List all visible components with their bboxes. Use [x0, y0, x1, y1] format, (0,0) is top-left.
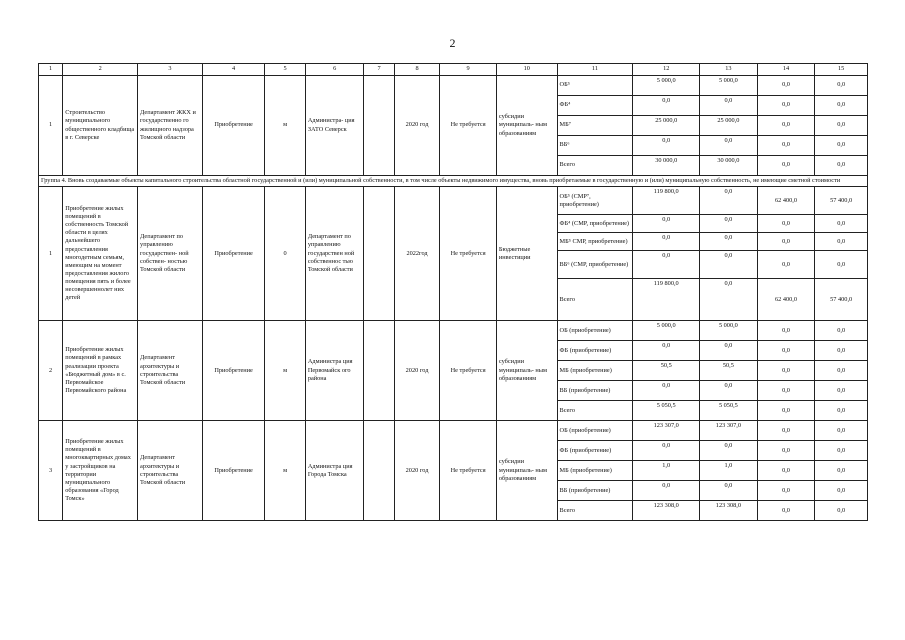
- col-header: 1: [39, 64, 63, 76]
- amount-col15: 0,0: [815, 341, 868, 361]
- investment-type: Приобретение: [202, 421, 265, 521]
- amount-col13: 123 308,0: [700, 501, 758, 521]
- recipient: Администра ция Первомайск ого района: [305, 321, 364, 421]
- col-header: 12: [633, 64, 700, 76]
- amount-col12: 0,0: [633, 251, 700, 279]
- funding-source: МБ (приобретение): [557, 461, 633, 481]
- amount-col14: 0,0: [757, 361, 815, 381]
- row-number: 3: [39, 421, 63, 521]
- col-header: 13: [700, 64, 758, 76]
- col-header: 5: [265, 64, 305, 76]
- column-number-row: [39, 64, 868, 76]
- unit: 0: [265, 187, 305, 321]
- object-name: Строительство муниципального общественного кладбища в г. Северске: [63, 76, 138, 176]
- amount-col13: 0,0: [700, 136, 758, 156]
- amount-col12: 50,5: [633, 361, 700, 381]
- funding-form: субсидии муниципаль- ным образованиям: [496, 321, 557, 421]
- amount-col15: 0,0: [815, 76, 868, 96]
- funding-source: Всего: [557, 156, 633, 176]
- amount-col15: 0,0: [815, 361, 868, 381]
- col-header: 7: [364, 64, 394, 76]
- amount-col13: 0,0: [700, 441, 758, 461]
- amount-col12: 30 000,0: [633, 156, 700, 176]
- investment-type: Приобретение: [202, 187, 265, 321]
- funding-source: ФБ (приобретение): [557, 441, 633, 461]
- amount-col14: 0,0: [757, 215, 815, 233]
- col-header: 8: [394, 64, 439, 76]
- col7-value: [364, 321, 394, 421]
- amount-col12: 5 000,0: [633, 321, 700, 341]
- amount-col15: 57 400,0: [815, 279, 868, 321]
- amount-col15: 0,0: [815, 421, 868, 441]
- amount-col12: 0,0: [633, 96, 700, 116]
- expertise: Не требуется: [440, 321, 497, 421]
- amount-col14: 0,0: [757, 501, 815, 521]
- funding-source: Всего: [557, 501, 633, 521]
- col-header: 14: [757, 64, 815, 76]
- funding-source: МБ (приобретение): [557, 361, 633, 381]
- amount-col15: 0,0: [815, 481, 868, 501]
- row-number: 1: [39, 76, 63, 176]
- amount-col14: 0,0: [757, 421, 815, 441]
- col-header: 4: [202, 64, 265, 76]
- funding-source: ОБ (приобретение): [557, 321, 633, 341]
- investment-objects-table: [38, 63, 868, 521]
- object-name: Приобретение жилых помещений в собственность Томской области в целях дальнейшего предоставления многодетным семьям, имеющим на момент предоставления жилого помещения пять и более несовершеннолет них детей: [63, 187, 138, 321]
- amount-col13: 30 000,0: [700, 156, 758, 176]
- recipient: Департамент по управлению государствен ной собственнос тью Томской области: [305, 187, 364, 321]
- year: 2022год: [394, 187, 439, 321]
- object-name: Приобретение жилых помещений в рамках реализации проекта «Бюджетный дом» в с. Первомайское Первомайского района: [63, 321, 138, 421]
- amount-col14: 0,0: [757, 461, 815, 481]
- unit: м: [265, 421, 305, 521]
- amount-col13: 0,0: [700, 215, 758, 233]
- amount-col14: 0,0: [757, 481, 815, 501]
- page-number: 2: [449, 36, 456, 50]
- amount-col12: 119 800,0: [633, 187, 700, 215]
- funding-source: ОБ⁵ (СМР⁷, приобретение): [557, 187, 633, 215]
- expertise: Не требуется: [440, 76, 497, 176]
- amount-col13: 0,0: [700, 251, 758, 279]
- funding-source: Всего: [557, 401, 633, 421]
- amount-col13: 0,0: [700, 279, 758, 321]
- amount-col12: 119 800,0: [633, 279, 700, 321]
- funding-source: ОБ (приобретение): [557, 421, 633, 441]
- amount-col13: 5 000,0: [700, 321, 758, 341]
- amount-col12: 0,0: [633, 481, 700, 501]
- amount-col14: 0,0: [757, 401, 815, 421]
- group-4-title: Группа 4. Вновь создаваемые объекты капитального строительства областной государственной и (или) муниципальной собственности, в том числе объекты недвижимого имущества, вновь приобретаемые в государственную и (или) муниципальную собственность, не имеющие сметной стоимости: [39, 176, 868, 187]
- table-row: [39, 421, 868, 441]
- expertise: Не требуется: [440, 187, 497, 321]
- col-header: 15: [815, 64, 868, 76]
- amount-col15: 0,0: [815, 233, 868, 251]
- amount-col12: 0,0: [633, 215, 700, 233]
- amount-col13: 0,0: [700, 233, 758, 251]
- year: 2020 год: [394, 76, 439, 176]
- col7-value: [364, 76, 394, 176]
- amount-col13: 0,0: [700, 96, 758, 116]
- col-header: 3: [138, 64, 203, 76]
- funding-source: ФБ⁴: [557, 96, 633, 116]
- customer: Департамент архитектуры и строительства Томской области: [138, 421, 203, 521]
- amount-col13: 1,0: [700, 461, 758, 481]
- amount-col12: 0,0: [633, 441, 700, 461]
- amount-col14: 0,0: [757, 441, 815, 461]
- col-header: 11: [557, 64, 633, 76]
- amount-col13: 0,0: [700, 481, 758, 501]
- amount-col12: 0,0: [633, 381, 700, 401]
- year: 2020 год: [394, 421, 439, 521]
- expertise: Не требуется: [440, 421, 497, 521]
- amount-col15: 0,0: [815, 116, 868, 136]
- row-number: 1: [39, 187, 63, 321]
- funding-source: ОБ⁵: [557, 76, 633, 96]
- amount-col15: 0,0: [815, 461, 868, 481]
- group-4-row: [39, 176, 868, 187]
- amount-col15: 0,0: [815, 156, 868, 176]
- amount-col15: 0,0: [815, 501, 868, 521]
- amount-col15: 0,0: [815, 251, 868, 279]
- customer: Департамент по управлению государствен- ной собствен- ностью Томской области: [138, 187, 203, 321]
- row-number: 2: [39, 321, 63, 421]
- amount-col14: 0,0: [757, 136, 815, 156]
- amount-col13: 0,0: [700, 341, 758, 361]
- col-header: 10: [496, 64, 557, 76]
- amount-col12: 0,0: [633, 136, 700, 156]
- amount-col14: 0,0: [757, 96, 815, 116]
- amount-col13: 0,0: [700, 381, 758, 401]
- amount-col15: 0,0: [815, 381, 868, 401]
- amount-col15: 0,0: [815, 401, 868, 421]
- amount-col14: 0,0: [757, 251, 815, 279]
- amount-col14: 0,0: [757, 233, 815, 251]
- unit: м: [265, 76, 305, 176]
- amount-col12: 25 000,0: [633, 116, 700, 136]
- investment-type: Приобретение: [202, 321, 265, 421]
- funding-source: МБ⁵ СМР, приобретение): [557, 233, 633, 251]
- amount-col15: 0,0: [815, 215, 868, 233]
- investment-type: Приобретение: [202, 76, 265, 176]
- recipient: Администра- ция ЗАТО Северск: [305, 76, 364, 176]
- funding-source: Всего: [557, 279, 633, 321]
- object-name: Приобретение жилых помещений в многоквартирных домах у застройщиков на территории муниципального образования «Город Томск»: [63, 421, 138, 521]
- funding-form: Бюджетные инвестиции: [496, 187, 557, 321]
- funding-source: ВБ⁶ (СМР, приобретение): [557, 251, 633, 279]
- amount-col12: 123 307,0: [633, 421, 700, 441]
- unit: м: [265, 321, 305, 421]
- funding-source: ВБ⁶: [557, 136, 633, 156]
- amount-col15: 0,0: [815, 96, 868, 116]
- amount-col15: 0,0: [815, 321, 868, 341]
- funding-form: субсидии муниципаль- ным образованиям: [496, 76, 557, 176]
- amount-col12: 123 308,0: [633, 501, 700, 521]
- funding-source: ВБ (приобретение): [557, 481, 633, 501]
- amount-col14: 0,0: [757, 381, 815, 401]
- table-row: [39, 321, 868, 341]
- amount-col15: 0,0: [815, 136, 868, 156]
- amount-col13: 123 307,0: [700, 421, 758, 441]
- amount-col12: 5 050,5: [633, 401, 700, 421]
- amount-col12: 0,0: [633, 233, 700, 251]
- amount-col13: 0,0: [700, 187, 758, 215]
- funding-source: ФБ (приобретение): [557, 341, 633, 361]
- amount-col13: 25 000,0: [700, 116, 758, 136]
- amount-col15: 57 400,0: [815, 187, 868, 215]
- amount-col14: 62 400,0: [757, 187, 815, 215]
- col-header: 2: [63, 64, 138, 76]
- amount-col14: 0,0: [757, 321, 815, 341]
- funding-source: ФБ⁴ (СМР, приобретение): [557, 215, 633, 233]
- col7-value: [364, 187, 394, 321]
- amount-col13: 50,5: [700, 361, 758, 381]
- col-header: 6: [305, 64, 364, 76]
- customer: Департамент ЖКХ и государственно го жилищного надзора Томской области: [138, 76, 203, 176]
- amount-col12: 1,0: [633, 461, 700, 481]
- amount-col12: 5 000,0: [633, 76, 700, 96]
- col-header: 9: [440, 64, 497, 76]
- amount-col12: 0,0: [633, 341, 700, 361]
- amount-col14: 62 400,0: [757, 279, 815, 321]
- table-row: [39, 76, 868, 96]
- year: 2020 год: [394, 321, 439, 421]
- amount-col13: 5 050,5: [700, 401, 758, 421]
- funding-form: субсидии муниципаль- ным образованиям: [496, 421, 557, 521]
- funding-source: МБ⁷: [557, 116, 633, 136]
- amount-col15: 0,0: [815, 441, 868, 461]
- funding-source: ВБ (приобретение): [557, 381, 633, 401]
- amount-col14: 0,0: [757, 116, 815, 136]
- recipient: Администра ция Города Томска: [305, 421, 364, 521]
- col7-value: [364, 421, 394, 521]
- amount-col14: 0,0: [757, 76, 815, 96]
- amount-col14: 0,0: [757, 341, 815, 361]
- customer: Департамент архитектуры и строительства Томской области: [138, 321, 203, 421]
- table-row: [39, 187, 868, 215]
- amount-col13: 5 000,0: [700, 76, 758, 96]
- amount-col14: 0,0: [757, 156, 815, 176]
